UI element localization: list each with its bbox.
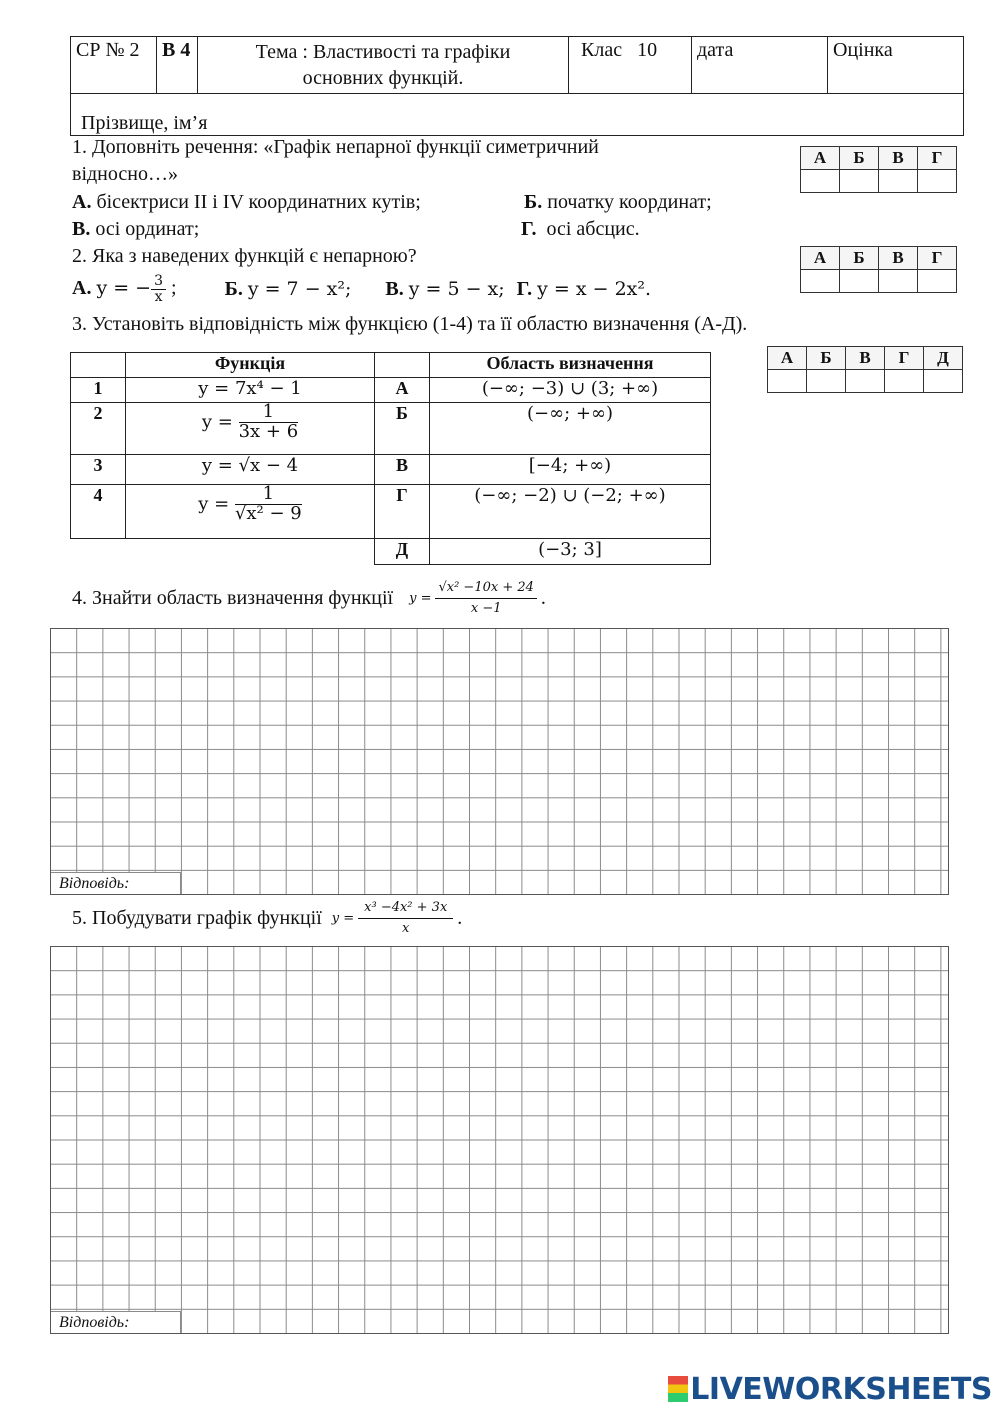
q4-work-grid[interactable] [50,628,949,895]
class-value: 10 [637,39,658,61]
q5-text: 5. Побудувати графік функції [72,906,322,929]
q2-option-a-pre: y = − [96,276,152,299]
q2-answer-v[interactable] [879,270,918,293]
q3-row-2-domain: (−∞; +∞) [430,403,711,455]
q4-formula-num: √x² −10x + 24 [435,578,536,599]
q3-row-5 [71,539,711,565]
q3-answer-a[interactable] [768,370,807,393]
q1-option-a [72,191,421,214]
q3-row-3-number: 3 [71,455,126,485]
q1-option-v-text: осі ординат; [95,218,200,240]
q3-text: 3. Установіть відповідність між функцією (1-4) та її областю визначення (А-Д). [72,313,748,335]
q1-answer-a[interactable] [801,170,840,193]
q2-option-g-letter: Г. [516,277,533,300]
q2-answer-a[interactable] [801,270,840,293]
q3-row-1-number: 1 [71,378,126,403]
date-cell: дата [692,37,828,94]
q3-matching-table [70,352,711,565]
q3-row-2-func-pre: y = [201,411,233,433]
q3-row-4-func-fraction [235,485,302,524]
q3-row-3-letter: В [375,455,430,485]
q2-options [72,271,651,307]
variant: В 4 [157,37,198,94]
q2-header-a: А [801,247,840,270]
q4-formula-lhs: y = [409,590,432,606]
q3-row-3-function: y = √x − 4 [126,455,375,485]
class-cell [569,37,692,94]
q5-work-grid[interactable] [50,946,949,1334]
q1-header-a: А [801,147,840,170]
q1-option-a-text: бісектриси II і IV координатних кутів; [96,191,421,213]
q4-answer-label: Відповідь: [51,872,181,894]
q4-formula-fraction [435,578,536,618]
q3-answer-grid [767,346,963,393]
q1-option-g-text: осі абсцис. [546,218,640,240]
q1-header-b: Б [840,147,879,170]
q2-option-g-text: y = x − 2x². [537,277,652,300]
q3-col-function: Функція [126,353,375,378]
q1-option-b-letter: Б. [524,191,543,213]
q3-answer-b[interactable] [807,370,846,393]
q2-option-a-letter: А. [72,276,92,299]
q3-answer-g[interactable] [885,370,924,393]
q3-row-2 [71,403,711,455]
q3-header-d: Д [924,347,963,370]
topic-line-1: Тема : Властивості та графіки [255,41,511,63]
q1-answer-grid [800,146,957,193]
q3-row-3 [71,455,711,485]
q3-answer-d[interactable] [924,370,963,393]
q2-option-a-fraction [151,274,166,304]
q5-formula-end: . [457,906,463,929]
q3-row-4-func-num: 1 [235,485,302,505]
q2-header-g: Г [918,247,957,270]
q3-row-4-func-den: √x² − 9 [234,502,302,524]
q1-answer-b[interactable] [840,170,879,193]
q5-formula-fraction [358,898,453,938]
q3-row-4-number: 4 [71,485,126,539]
q3-row-2-letter: Б [375,403,430,455]
q3-answer-v[interactable] [846,370,885,393]
q3-row-4-function [126,485,375,539]
q2-option-a-post: ; [171,276,177,299]
q1-option-v [72,218,199,241]
name-field[interactable] [71,94,964,136]
q3-row-3-domain: [−4; +∞) [430,455,711,485]
q2-answer-grid [800,246,957,293]
header-table [70,36,964,136]
q2-option-a-den: x [154,288,163,305]
q3-header-a: А [768,347,807,370]
q4-question [72,573,546,623]
q1-option-v-letter: В. [72,218,91,240]
q1-answer-v[interactable] [879,170,918,193]
sr-number: СР № 2 [71,37,157,94]
q5-formula-num: x³ −4x² + 3x [358,898,453,919]
liveworksheets-logo-icon [668,1376,688,1402]
q2-option-b-text: y = 7 − x²; [247,277,352,300]
q2-header-b: Б [840,247,879,270]
q2-answer-g[interactable] [918,270,957,293]
q3-row-1-domain: (−∞; −3) ∪ (3; +∞) [430,378,711,403]
q3-col-domain: Область визначення [430,353,711,378]
q3-row-1 [71,378,711,403]
q3-row-4-domain: (−∞; −2) ∪ (−2; +∞) [430,485,711,539]
q4-formula-end: . [540,586,546,609]
q3-row-4-func-pre: y = [198,493,230,515]
q3-row-2-number: 2 [71,403,126,455]
q2-text: 2. Яка з наведених функцій є непарною? [72,245,417,267]
q5-answer-label: Відповідь: [51,1311,181,1333]
q3-row-4 [71,485,711,539]
q3-row-2-func-fraction [239,403,299,442]
q1-line-2: відносно…» [72,163,178,185]
q3-row-2-func-den: 3x + 6 [238,420,299,442]
q5-formula-den: x [402,920,410,936]
q2-option-a [72,274,177,304]
q4-text: 4. Знайти область визначення функції [72,586,394,609]
q1-answer-g[interactable] [918,170,957,193]
q2-option-v-text: y = 5 − x; [408,277,505,300]
q1-header-v: В [879,147,918,170]
q1-option-b-text: початку координат; [547,191,712,213]
q3-row-4-letter: Г [375,485,430,539]
q4-formula-den: x −1 [470,600,502,616]
q3-header-b: Б [807,347,846,370]
q5-question [72,893,462,943]
q2-header-v: В [879,247,918,270]
class-label: Клас [581,39,623,61]
topic [198,37,569,94]
q2-option-g [517,278,651,301]
q1-option-g [521,218,640,241]
q1-option-g-letter: Г. [521,218,537,240]
q3-row-1-function: y = 7x⁴ − 1 [126,378,375,403]
q2-option-b-letter: Б. [224,277,243,300]
q3-row-5-letter: Д [375,539,430,565]
topic-line-2: основних функцій. [302,67,464,89]
q3-header-v: В [846,347,885,370]
q1-option-b [524,191,712,214]
logo-text: LIVEWORKSHEETS [690,1372,992,1407]
q3-row-1-letter: А [375,378,430,403]
q1-header-g: Г [918,147,957,170]
q2-option-v [385,278,504,301]
q1-option-a-letter: А. [72,191,92,213]
name-label: Прізвище, ім’я [81,112,208,134]
grade-cell: Оцінка [828,37,964,94]
q3-row-2-func-num: 1 [239,403,299,423]
q3-row-5-domain: (−3; 3] [430,539,711,565]
q2-option-b [225,278,352,301]
q2-answer-b[interactable] [840,270,879,293]
q1-line-1: 1. Доповніть речення: «Графік непарної функції симетричний [72,136,599,158]
q5-formula-lhs: y = [331,910,355,926]
q2-option-v-letter: В. [385,277,404,300]
q3-row-2-function [126,403,375,455]
q2-option-a-num: 3 [151,274,166,290]
q3-header-g: Г [885,347,924,370]
liveworksheets-logo[interactable] [668,1372,992,1407]
